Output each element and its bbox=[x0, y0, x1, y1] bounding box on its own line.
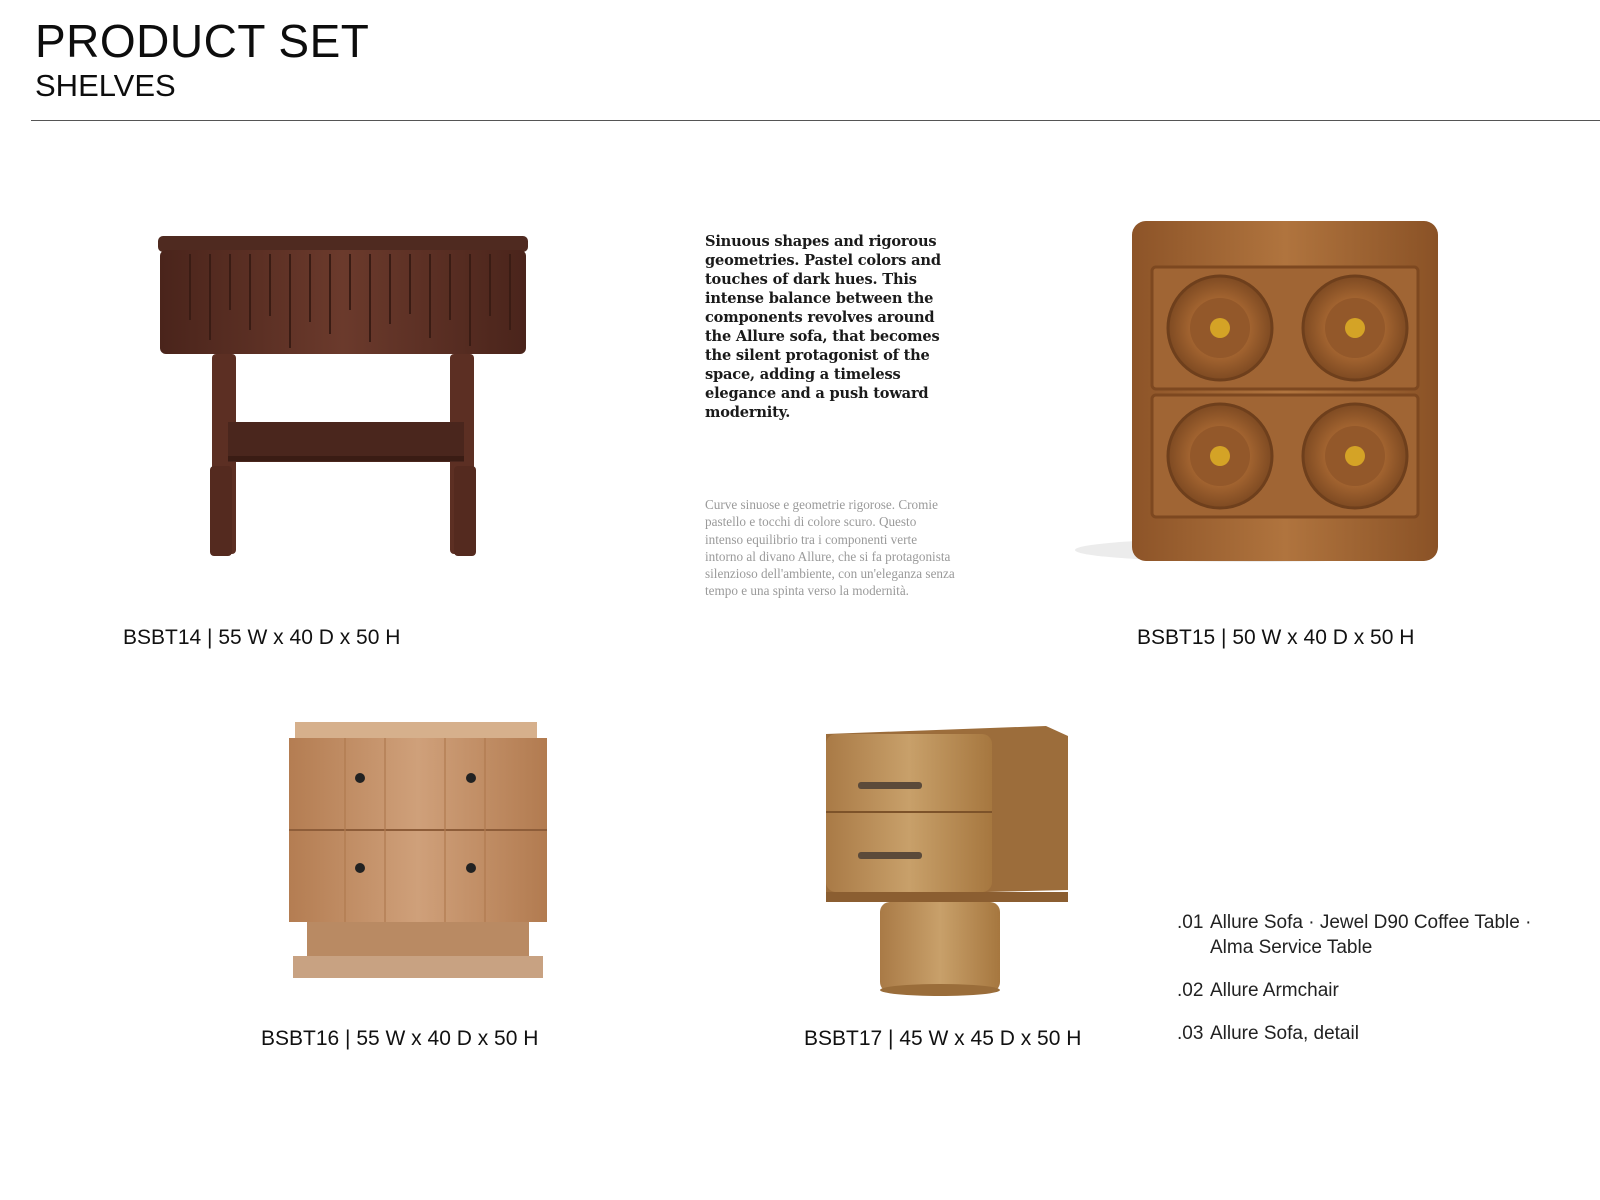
note-03 bbox=[1177, 1021, 1577, 1046]
note-02-line1: Allure Armchair bbox=[1210, 980, 1339, 1001]
bsbt17-caption: BSBT17 | 45 W x 45 D x 50 H bbox=[804, 1027, 1082, 1050]
header-divider bbox=[31, 120, 1600, 121]
image-notes-list bbox=[1177, 910, 1577, 1064]
note-02 bbox=[1177, 978, 1577, 1003]
intro-italian-text: Curve sinuose e geometrie rigorose. Cromie pastello e tocchi di colore scuro. Questo intenso equilibrio tra i componenti verte intorno al divano Allure, che si fa protagonista silenzioso dell'ambiente, con un'eleganza senza tempo e una spinta verso la modernità. bbox=[705, 497, 955, 599]
bsbt16-caption: BSBT16 | 55 W x 40 D x 50 H bbox=[261, 1027, 539, 1050]
bsbt17-nightstand-image bbox=[820, 720, 1080, 1000]
page-title: PRODUCT SET bbox=[35, 15, 370, 67]
page-subtitle: SHELVES bbox=[35, 68, 176, 103]
bsbt15-caption: BSBT15 | 50 W x 40 D x 50 H bbox=[1137, 626, 1415, 649]
bsbt14-caption: BSBT14 | 55 W x 40 D x 50 H bbox=[123, 626, 401, 649]
note-01-line1: Allure Sofa · Jewel D90 Coffee Table · bbox=[1210, 912, 1532, 933]
note-01 bbox=[1177, 910, 1577, 960]
note-03-line1: Allure Sofa, detail bbox=[1210, 1023, 1359, 1044]
note-02-number: .02 bbox=[1177, 980, 1204, 1001]
bsbt16-nightstand-image bbox=[285, 718, 555, 990]
intro-english-text: Sinuous shapes and rigorous geometries. Pastel colors and touches of dark hues. This intense balance between the components revolves around the Allure sofa, that becomes the silent protagonist of the space, adding a timeless elegance and a push toward modernity. bbox=[705, 233, 941, 421]
bsbt14-side-table-image bbox=[150, 230, 540, 570]
bsbt15-nightstand-image bbox=[1070, 215, 1470, 585]
note-03-number: .03 bbox=[1177, 1023, 1204, 1044]
note-01-line2: Alma Service Table bbox=[1210, 937, 1373, 958]
note-01-number: .01 bbox=[1177, 912, 1204, 933]
